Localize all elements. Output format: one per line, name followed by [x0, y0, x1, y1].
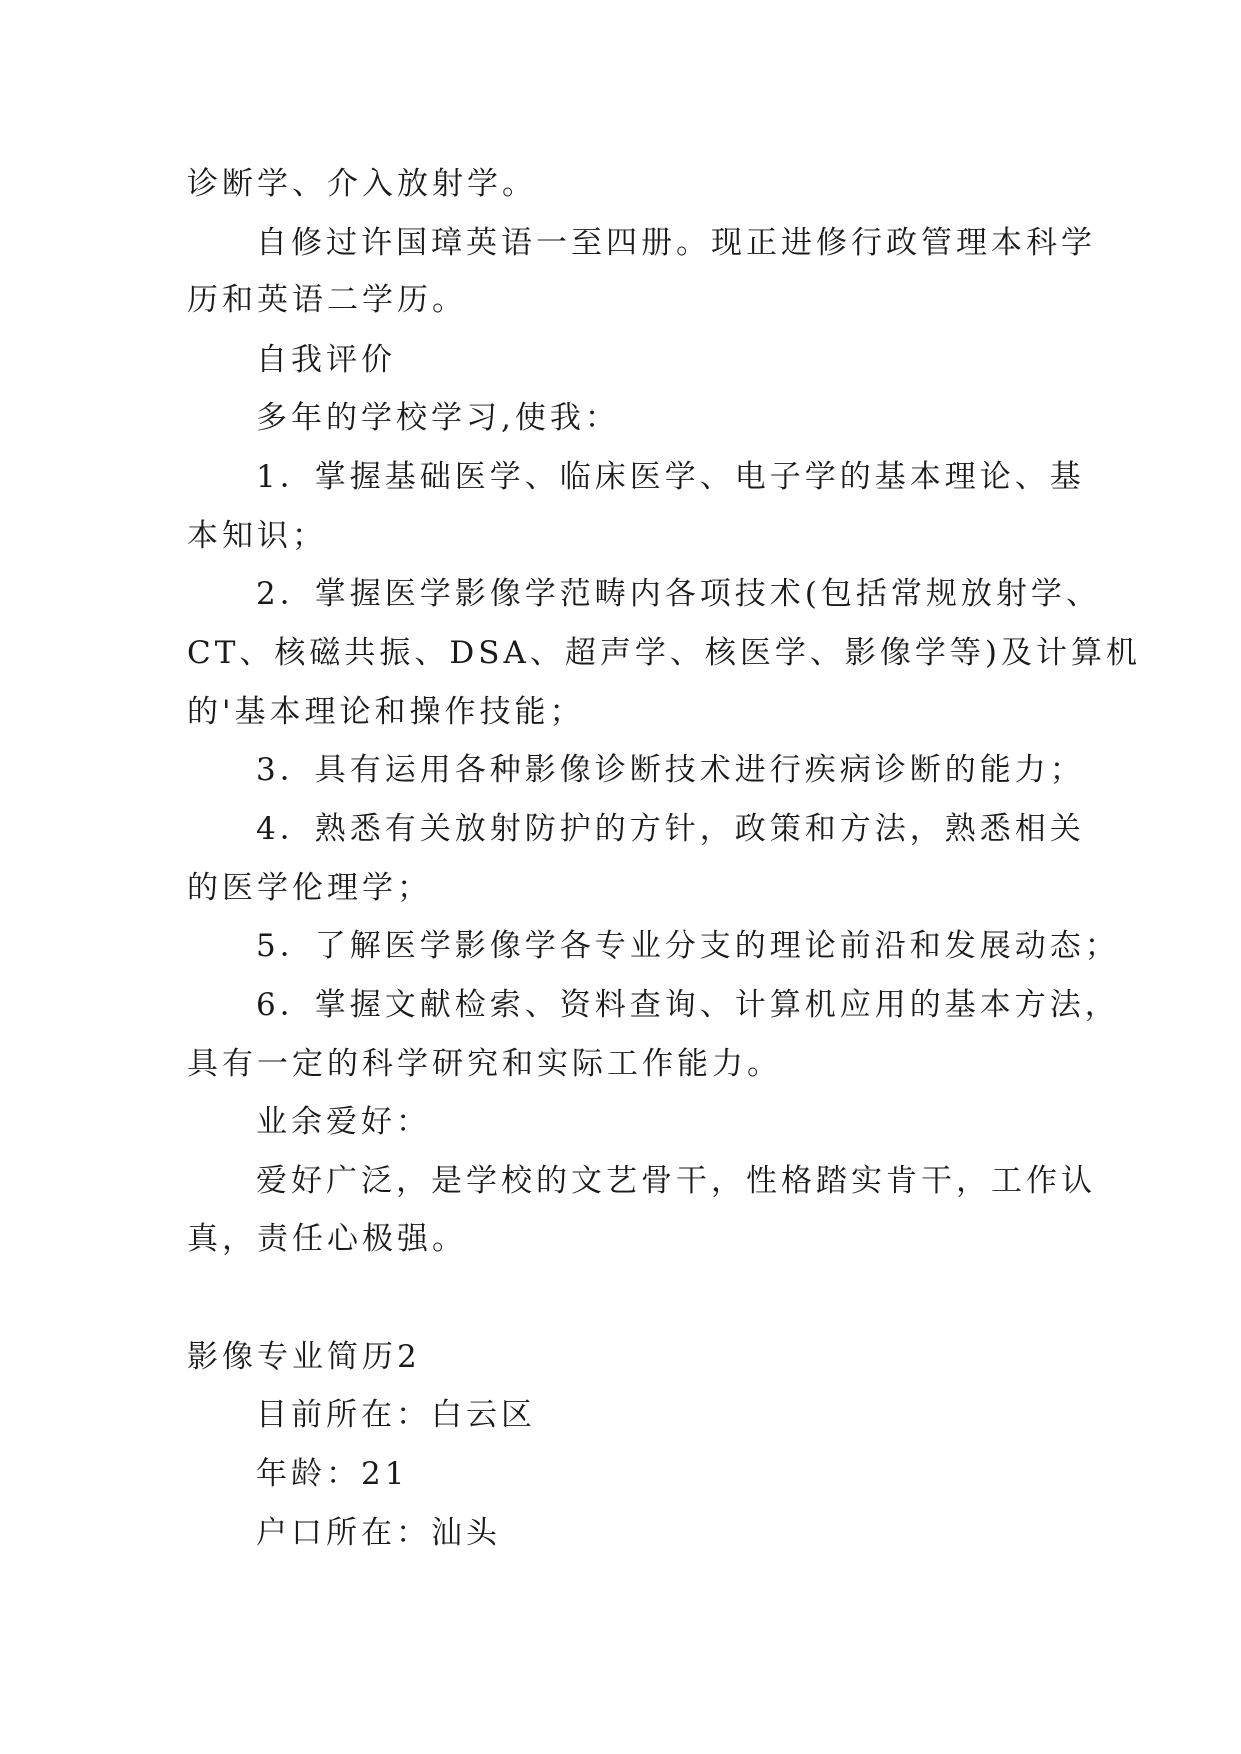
list-item-continuation: 具有一定的科学研究和实际工作能力。 [187, 1046, 782, 1082]
paragraph-line: 自修过许国璋英语一至四册。现正进修行政管理本科学 [256, 225, 1096, 261]
list-item: 4．熟悉有关放射防护的方针，政策和方法，熟悉相关 [256, 811, 1085, 847]
paragraph-line: 历和英语二学历。 [187, 282, 467, 318]
list-item: 3．具有运用各种影像诊断技术进行疾病诊断的能力； [256, 752, 1085, 788]
info-hukou: 户口所在：汕头 [256, 1515, 501, 1551]
info-location: 目前所在：白云区 [256, 1397, 536, 1433]
paragraph-line: 多年的学校学习,使我： [256, 400, 620, 436]
list-item-continuation: CT、核磁共振、DSA、超声学、核医学、影像学等)及计算机 [187, 635, 1141, 671]
info-age: 年龄：21 [256, 1456, 409, 1492]
paragraph-line: 爱好广泛，是学校的文艺骨干，性格踏实肯干，工作认 [256, 1163, 1096, 1199]
list-item: 2．掌握医学影像学范畴内各项技术(包括常规放射学、 [256, 576, 1101, 612]
paragraph-line: 诊断学、介入放射学。 [187, 166, 537, 202]
list-item-continuation: 的'基本理论和操作技能； [187, 694, 585, 730]
list-item: 6．掌握文献检索、资料查询、计算机应用的基本方法， [256, 987, 1120, 1023]
section-heading: 自我评价 [256, 342, 396, 378]
list-item-continuation: 本知识； [187, 518, 327, 554]
list-item-continuation: 的医学伦理学； [187, 870, 432, 906]
paragraph-line: 真，责任心极强。 [187, 1221, 467, 1257]
list-item: 1．掌握基础医学、临床医学、电子学的基本理论、基 [256, 459, 1085, 495]
section-heading: 业余爱好： [256, 1104, 431, 1140]
list-item: 5．了解医学影像学各专业分支的理论前沿和发展动态； [256, 928, 1120, 964]
document-title: 影像专业简历2 [187, 1339, 421, 1375]
